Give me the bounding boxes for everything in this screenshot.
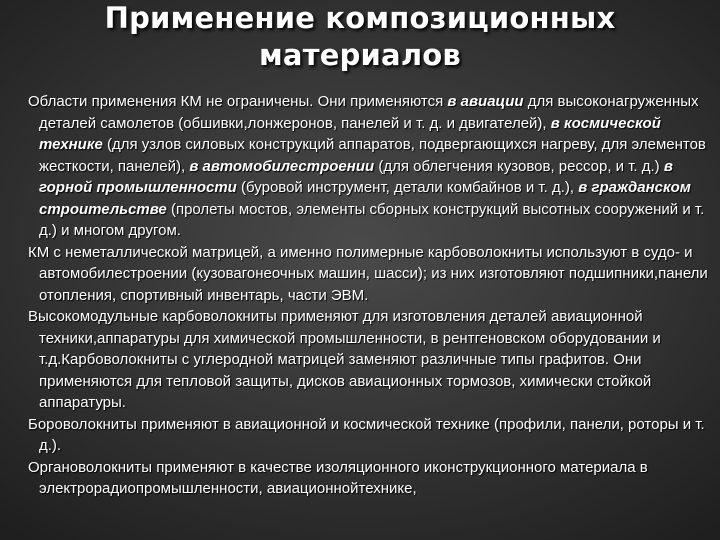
text-segment: Области применения КМ не ограничены. Они применяются <box>28 93 448 110</box>
text-segment: (для облегчения кузовов, рессор, и т. д.) <box>374 157 664 175</box>
emphasis-mining: в горной промышленности <box>39 157 673 196</box>
emphasis-civil-construction: в гражданском строительстве <box>39 179 691 218</box>
paragraph-organic-fiber <box>28 457 714 500</box>
slide-title <box>0 0 720 74</box>
slide-title-line2: материалов <box>259 38 461 72</box>
text-segment: Бороволокниты применяют в авиационной и космической технике (профили, панели, роторы и т. д.). <box>28 415 705 454</box>
text-segment: Органоволокниты применяют в качестве изоляционного иконструкционного материала в электрорадиопромышленности, авиационнойтехнике, <box>28 458 648 497</box>
slide-title-line1: Применение композиционных <box>104 1 616 35</box>
paragraph-high-modulus-carbon <box>28 306 714 414</box>
text-segment: для высоконагруженных деталей самолетов (обшивки,лонжеронов, панелей и т. д. и двигателей), <box>39 93 699 132</box>
text-segment: КМ с неметаллической матрицей, а именно полимерные карбоволокниты используют в судо- и автомобилестроении (кузовагонеочных машин, шасси); из них изготовляют подшипники,панели отопления, спортивный инвентарь, части ЭВМ. <box>28 243 708 304</box>
text-segment: (для узлов силовых конструкций аппаратов, подвергающихся нагреву, для элементов жесткости, панелей), <box>39 136 706 175</box>
paragraph-nonmetallic-matrix <box>28 242 714 307</box>
text-segment: Высокомодульные карбоволокниты применяют для изготовления деталей авиационной техники,аппаратуры для химической промышленности, в рентгеновском оборудовании и т.д.Карбоволокниты с углеродной матрицей заменяют различные типы графитов. Они применяются для тепловой защиты, дисков авиационных тормозов, химически стойкой аппаратуры. <box>28 308 661 411</box>
slide-body <box>28 91 714 500</box>
emphasis-aviation: в авиации <box>447 93 524 110</box>
paragraph-applications <box>28 91 714 242</box>
text-segment: (пролеты мостов, элементы сборных конструкций высотных сооружений и т. д.) и многом другом. <box>39 200 705 239</box>
text-segment: (буровой инструмент, детали комбайнов и т. д.), <box>236 179 579 196</box>
emphasis-space-technology: в космической технике <box>39 114 661 153</box>
emphasis-automotive: в автомобилестроении <box>189 157 375 175</box>
paragraph-boron-fiber <box>28 414 714 457</box>
